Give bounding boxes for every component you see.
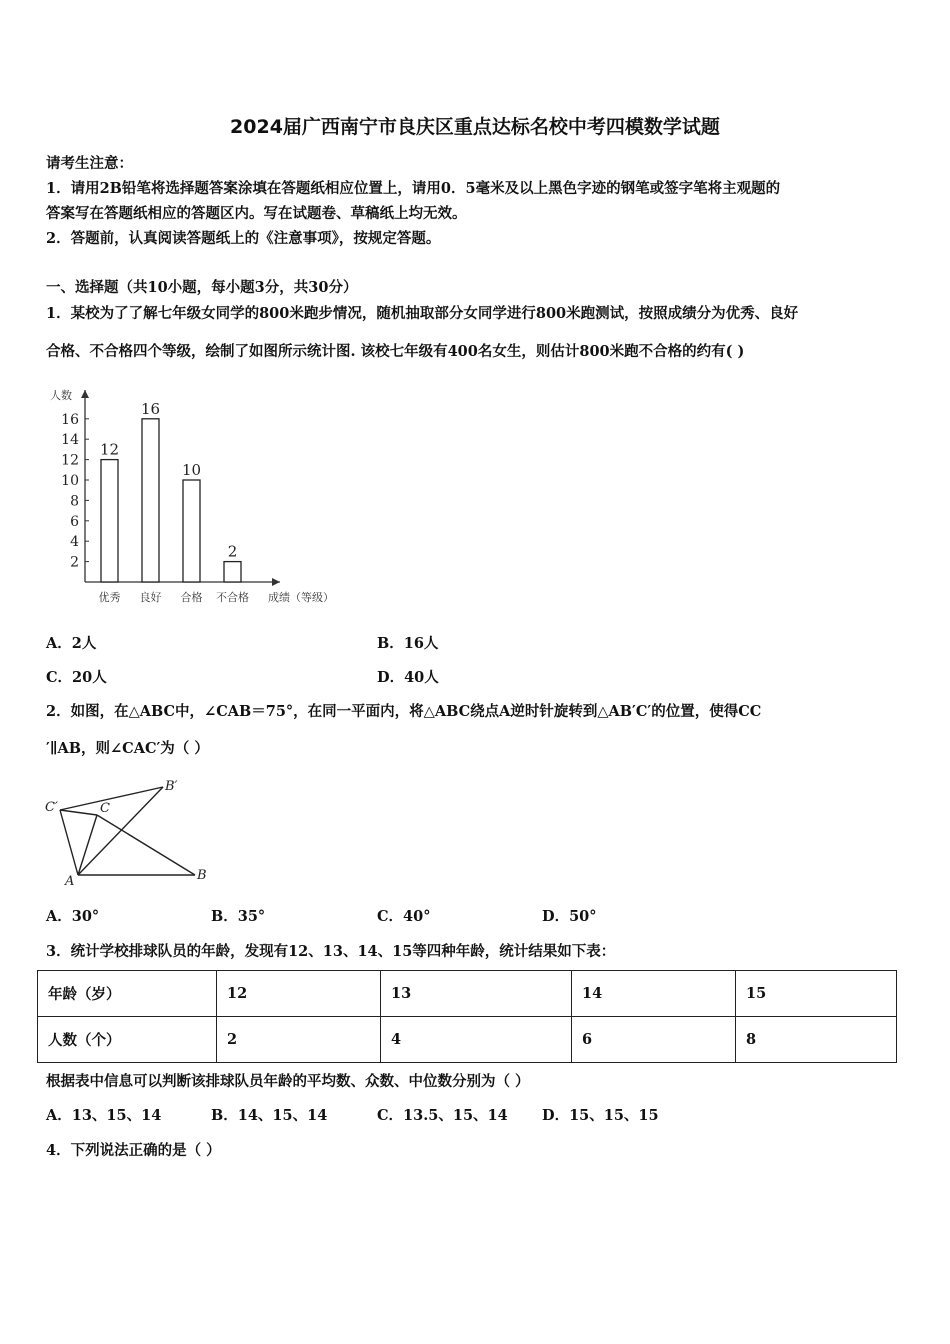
q3-option-d[interactable]: D．15、15、15 <box>542 1107 659 1124</box>
y-tick-label: 6 <box>70 513 79 530</box>
segment-c-prime-b-prime <box>60 787 163 810</box>
table-cell: 人数（个） <box>38 1017 217 1063</box>
label-c-prime: C′ <box>45 800 58 815</box>
segment-cc-prime <box>60 810 97 815</box>
bar <box>101 460 118 582</box>
table-cell: 13 <box>381 971 572 1017</box>
q2-option-b[interactable]: B．35° <box>211 908 266 925</box>
table-row <box>38 971 897 1017</box>
x-tick-label: 合格 <box>180 591 203 604</box>
label-a: A <box>65 874 75 889</box>
label-b: B <box>197 868 207 883</box>
q4-line-1: 4．下列说法正确的是（ ） <box>46 1142 221 1159</box>
table-cell: 8 <box>736 1017 897 1063</box>
table-cell: 12 <box>217 971 381 1017</box>
notice-line-1a: 1．请用2B铅笔将选择题答案涂填在答题纸相应位置上，请用0．5毫米及以上黑色字迹的钢笔或签字笔将主观题的 <box>46 180 781 197</box>
bar-data-label: 12 <box>99 440 120 459</box>
table-cell: 15 <box>736 971 897 1017</box>
bar-data-label: 16 <box>140 399 161 418</box>
bar <box>183 480 200 582</box>
q1-line-2: 合格、不合格四个等级，绘制了如图所示统计图. 该校七年级有400名女生，则估计800米跑不合格的约有( ) <box>46 343 745 360</box>
q1-option-b[interactable]: B．16人 <box>377 635 439 652</box>
table-cell: 2 <box>217 1017 381 1063</box>
q3-line-2: 根据表中信息可以判断该排球队员年龄的平均数、众数、中位数分别为（ ） <box>46 1073 530 1090</box>
table-cell: 14 <box>572 971 736 1017</box>
label-b-prime: B′ <box>165 779 178 794</box>
x-tick-label: 良好 <box>139 591 162 604</box>
y-axis-arrow <box>81 390 89 398</box>
table-cell: 6 <box>572 1017 736 1063</box>
q2-line-1: 2．如图，在△ABC中，∠CAB＝75°，在同一平面内，将△ABC绕点A逆时针旋转到△AB′C′的位置，使得CC <box>46 703 762 720</box>
bar-chart <box>40 380 360 620</box>
y-axis-label: 人数 <box>50 389 72 402</box>
bar <box>142 419 159 582</box>
segment-ac-prime <box>60 810 78 875</box>
segment-ab-prime <box>78 787 163 875</box>
q3-option-a[interactable]: A．13、15、14 <box>46 1107 162 1124</box>
notice-line-1b: 答案写在答题纸相应的答题区内。写在试题卷、草稿纸上均无效。 <box>46 205 467 222</box>
y-tick-label: 10 <box>61 473 79 489</box>
q3-option-c[interactable]: C．13.5、15、14 <box>377 1107 508 1124</box>
y-tick-label: 2 <box>70 554 79 571</box>
y-tick-label: 16 <box>61 411 79 428</box>
bar-data-label: 2 <box>227 542 238 561</box>
segment-cb <box>97 815 195 875</box>
table-row <box>38 1017 897 1063</box>
q3-line-1: 3．统计学校排球队员的年龄，发现有12、13、14、15等四种年龄，统计结果如下表： <box>46 943 616 960</box>
bar-data-label: 10 <box>181 461 202 479</box>
page-title: 2024届广西南宁市良庆区重点达标名校中考四模数学试题 <box>230 116 720 138</box>
notice-heading: 请考生注意： <box>46 155 133 172</box>
section-heading: 一、选择题（共10小题，每小题3分，共30分） <box>46 279 358 296</box>
x-tick-label: 不合格 <box>216 591 249 604</box>
q1-line-1: 1．某校为了了解七年级女同学的800米跑步情况，随机抽取部分女同学进行800米跑测试，按照成绩分为优秀、良好 <box>46 305 799 322</box>
table-cell: 4 <box>381 1017 572 1063</box>
bar <box>224 562 241 582</box>
q3-option-b[interactable]: B．14、15、14 <box>211 1107 328 1124</box>
x-tick-label: 优秀 <box>98 591 121 604</box>
label-c: C <box>100 801 110 816</box>
y-tick-label: 14 <box>61 432 79 449</box>
y-tick-label: 8 <box>70 493 79 510</box>
q1-option-d[interactable]: D．40人 <box>377 669 439 686</box>
q1-option-a[interactable]: A．2人 <box>46 635 97 652</box>
y-tick-label: 12 <box>61 452 79 469</box>
q1-option-c[interactable]: C．20人 <box>46 669 107 686</box>
age-table <box>37 970 897 1063</box>
q2-option-d[interactable]: D．50° <box>542 908 597 925</box>
triangle-figure <box>40 772 220 892</box>
q2-line-2: ′∥AB，则∠CAC′为（ ） <box>46 740 209 757</box>
q2-option-a[interactable]: A．30° <box>46 908 100 925</box>
q2-option-c[interactable]: C．40° <box>377 908 431 925</box>
x-axis-arrow <box>272 578 280 586</box>
notice-line-2: 2．答题前，认真阅读答题纸上的《注意事项》，按规定答题。 <box>46 230 441 247</box>
y-tick-label: 4 <box>70 534 79 551</box>
x-axis-label: 成绩（等级） <box>268 591 334 604</box>
table-cell: 年龄（岁） <box>38 971 217 1017</box>
